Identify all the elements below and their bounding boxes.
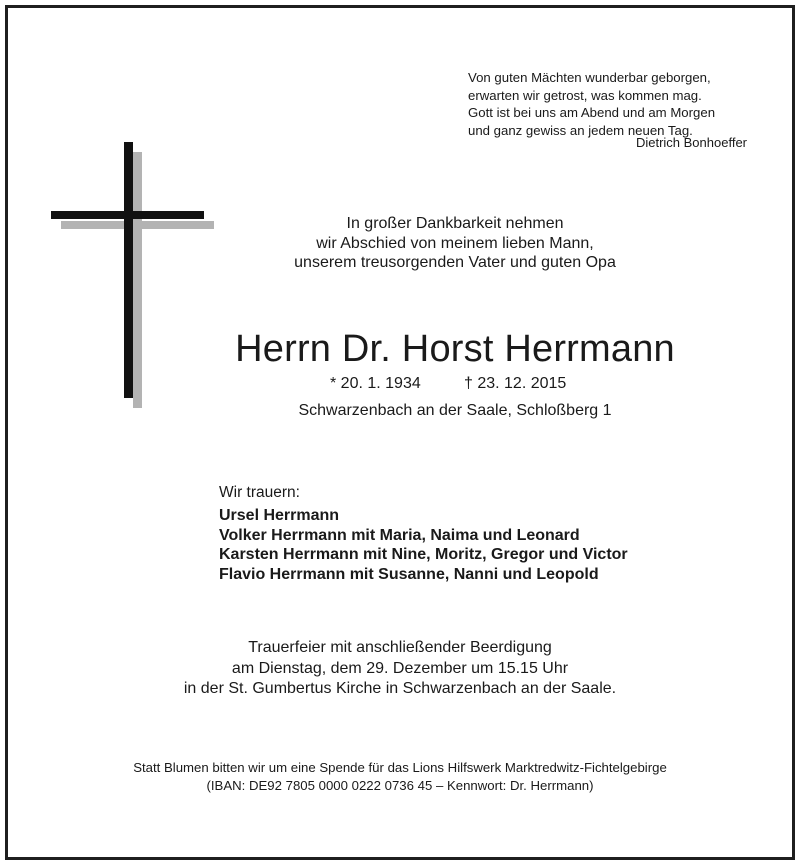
poem-line: Gott ist bei uns am Abend und am Morgen [468,105,716,120]
intro-text [230,214,680,273]
donation-line: (IBAN: DE92 7805 0000 0222 0736 45 – Kennwort: Dr. Herrmann) [206,777,594,793]
death-date: † 23. 12. 2015 [464,375,567,392]
poem-author: Dietrich Bonhoeffer [635,135,747,150]
cross-shadow-vertical [133,152,142,408]
service-line: Trauerfeier mit anschließender Beerdigung [248,639,552,656]
intro-line: unserem treusorgenden Vater und guten Opa [294,254,616,271]
mourner-entry: Ursel Herrmann [219,507,340,524]
intro-line: In großer Dankbarkeit nehmen [346,215,564,232]
funeral-service-info [120,638,680,700]
intro-line: wir Abschied von meinem lieben Mann, [316,234,594,252]
birth-date: * 20. 1. 1934 [330,375,421,392]
mourner-entry: Volker Herrmann mit Maria, Naima und Leonard [219,526,580,544]
poem-line: Von guten Mächten wunderbar geborgen, [468,70,711,85]
poem-line: erwarten wir getrost, was kommen mag. [468,87,702,103]
cross-horizontal-bar [51,211,204,219]
mourners-label: Wir trauern: [219,484,300,501]
cross-shadow-horizontal [61,221,214,229]
mourner-entry: Karsten Herrmann mit Nine, Moritz, Gregor und Victor [219,546,628,564]
donation-line: Statt Blumen bitten wir um eine Spende für das Lions Hilfswerk Marktredwitz-Fichtelgebirge [133,760,667,775]
donation-request [40,759,760,794]
deceased-address: Schwarzenbach an der Saale, Schloßberg 1 [298,402,612,419]
deceased-name: Herrn Dr. Horst Herrmann [235,328,675,370]
cross-vertical-bar [124,142,133,398]
mourners-list [219,506,628,584]
service-line: in der St. Gumbertus Kirche in Schwarzenbach an der Saale. [183,680,617,697]
poem-line: und ganz gewiss an jedem neuen Tag. [468,122,693,138]
service-line: am Dienstag, dem 29. Dezember um 15.15 Uhr [231,659,569,677]
poem-quote [468,69,750,139]
mourner-entry: Flavio Herrmann mit Susanne, Nanni und Leopold [219,565,599,583]
